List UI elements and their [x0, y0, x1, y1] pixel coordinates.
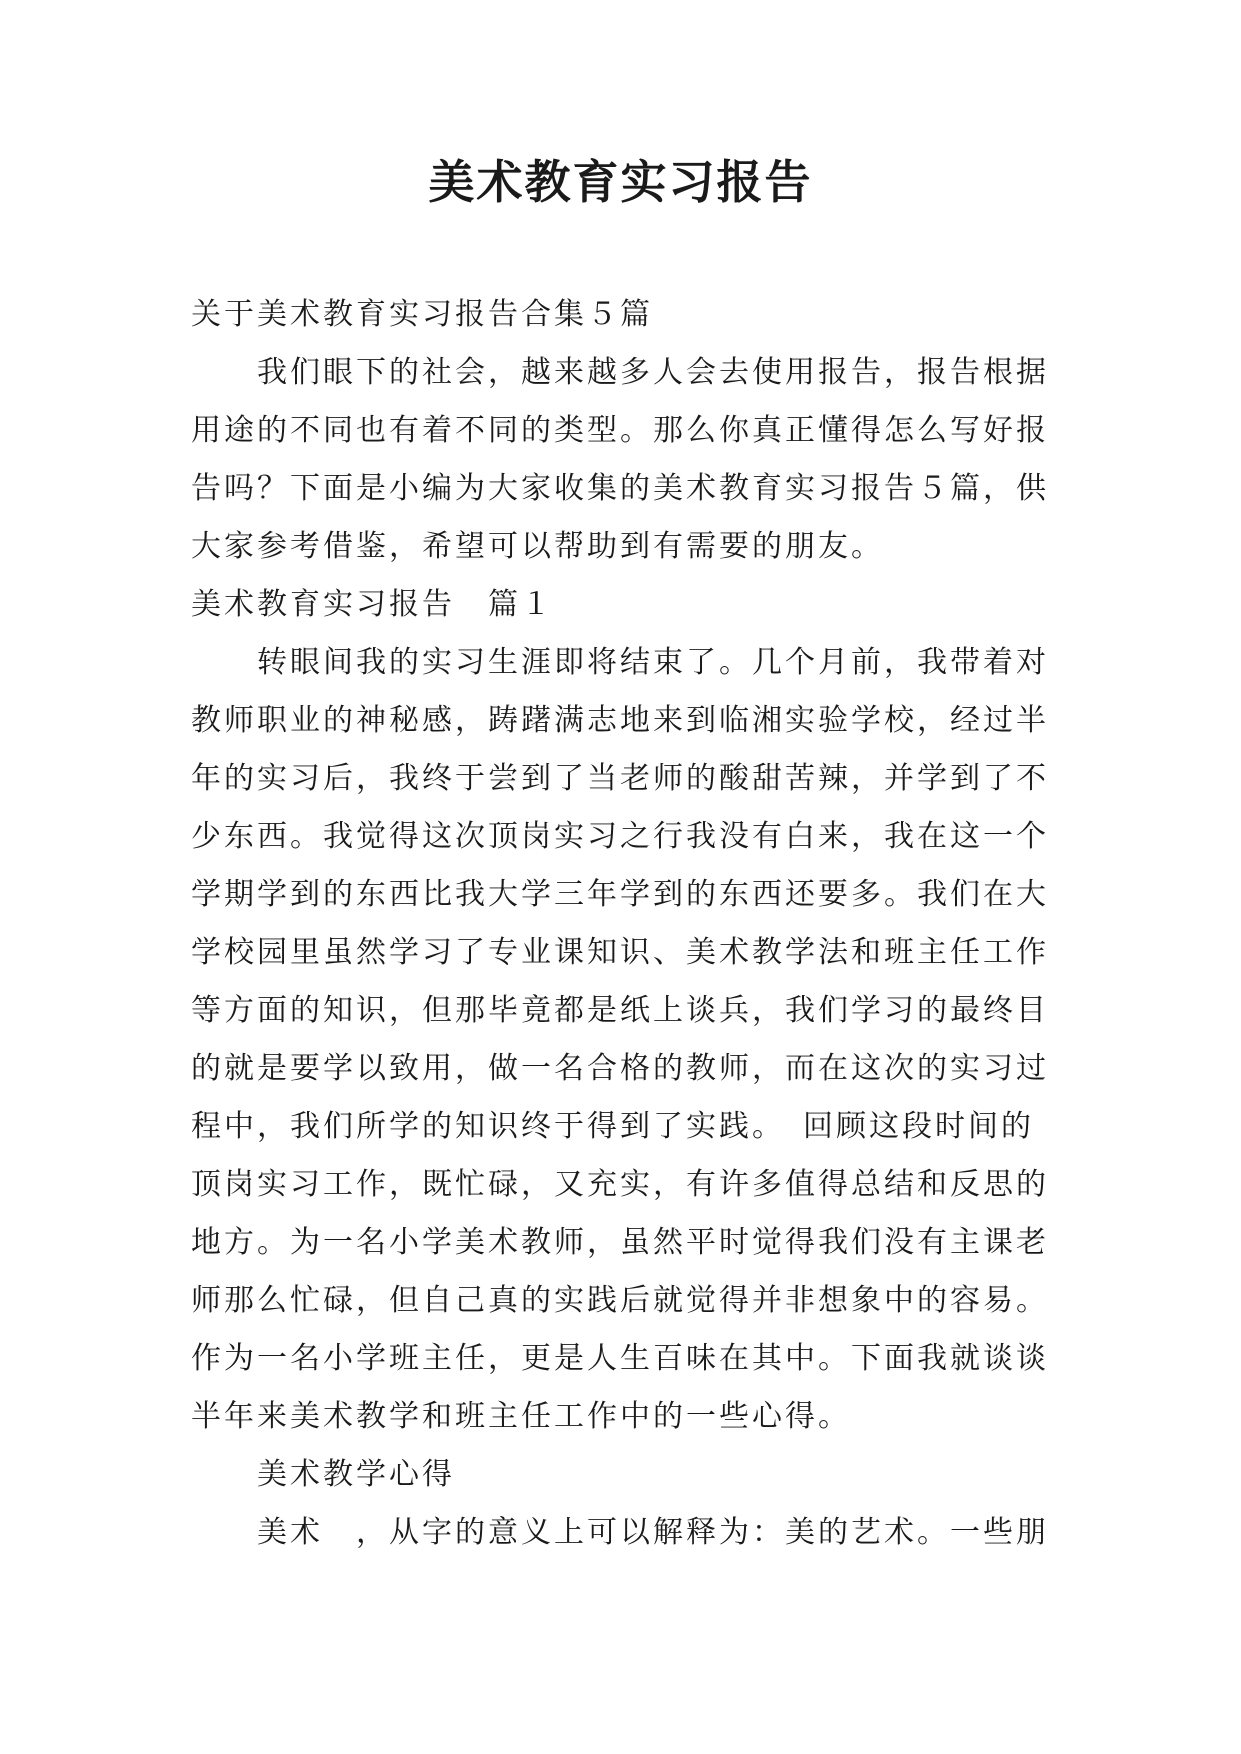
document-body [191, 286, 1051, 1562]
last-line: 美术 ，从字的意义上可以解释为：美的艺术。一些朋 [257, 1515, 1049, 1550]
section-line-9: 程中，我们所学的知识终于得到了实践。 回顾这段时间的 [191, 1109, 1034, 1144]
section-line-3: 年的实习后，我终于尝到了当老师的酸甜苦辣，并学到了不 [191, 761, 1049, 796]
section-line-8: 的就是要学以致用，做一名合格的教师，而在这次的实习过 [191, 1051, 1049, 1086]
section-line-2: 教师职业的神秘感，踌躇满志地来到临湘实验学校，经过半 [191, 703, 1049, 738]
section-line-7: 等方面的知识，但那毕竟都是纸上谈兵，我们学习的最终目 [191, 993, 1049, 1028]
intro-line-4: 大家参考借鉴，希望可以帮助到有需要的朋友。 [191, 529, 884, 564]
section-line-6: 学校园里虽然学习了专业课知识、美术教学法和班主任工作 [191, 935, 1049, 970]
section-line-4: 少东西。我觉得这次顶岗实习之行我没有白来，我在这一个 [191, 819, 1049, 854]
section-line-14: 半年来美术教学和班主任工作中的一些心得。 [191, 1399, 851, 1434]
section-line-1: 转眼间我的实习生涯即将结束了。几个月前，我带着对 [257, 645, 1049, 680]
section-line-13: 作为一名小学班主任，更是人生百味在其中。下面我就谈谈 [191, 1341, 1049, 1376]
section-line-5: 学期学到的东西比我大学三年学到的东西还要多。我们在大 [191, 877, 1049, 912]
intro-line-1: 我们眼下的社会，越来越多人会去使用报告，报告根据 [257, 355, 1049, 390]
intro-line-3: 告吗？下面是小编为大家收集的美术教育实习报告５篇，供 [191, 471, 1049, 506]
intro-line-2: 用途的不同也有着不同的类型。那么你真正懂得怎么写好报 [191, 413, 1049, 448]
document-title: 美术教育实习报告 [428, 155, 813, 209]
document-subtitle: 关于美术教育实习报告合集５篇 [191, 297, 653, 332]
section-line-10: 顶岗实习工作，既忙碌，又充实，有许多值得总结和反思的 [191, 1167, 1049, 1202]
section-line-11: 地方。为一名小学美术教师，虽然平时觉得我们没有主课老 [191, 1225, 1049, 1260]
sub-heading: 美术教学心得 [257, 1457, 455, 1492]
section-line-12: 师那么忙碌，但自己真的实践后就觉得并非想象中的容易。 [191, 1283, 1049, 1318]
section-heading: 美术教育实习报告 篇１ [191, 587, 554, 622]
